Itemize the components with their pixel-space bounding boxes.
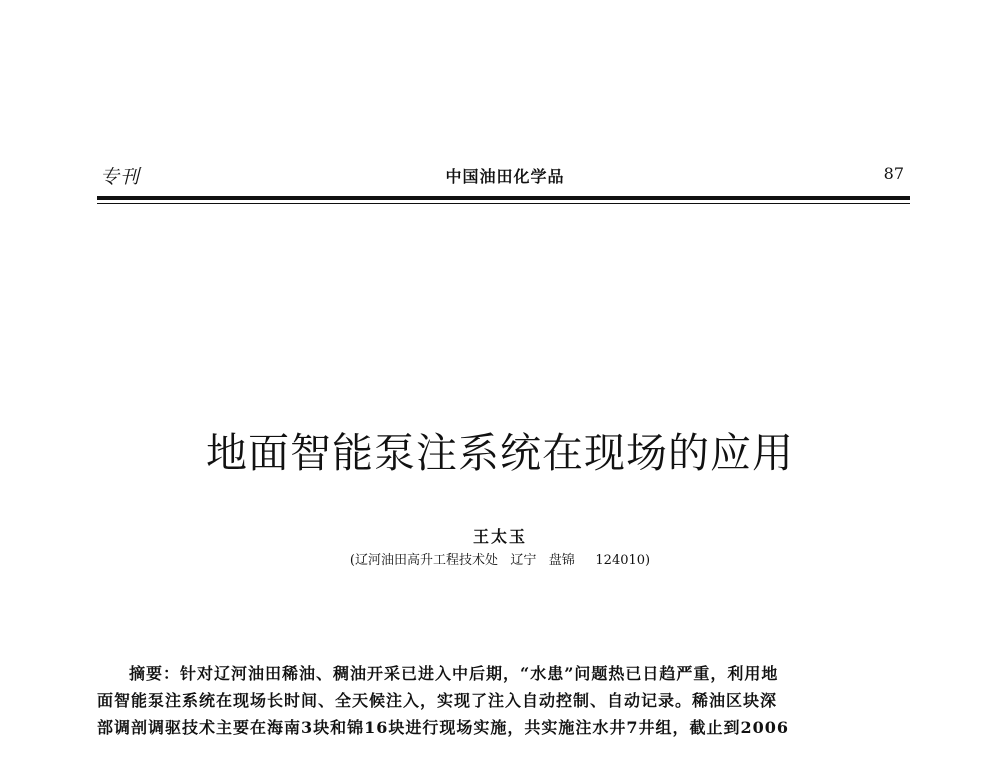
article-title: 地面智能泵注系统在现场的应用 — [206, 429, 794, 477]
abstract-line: 面智能泵注系统在现场长时间、全天候注入，实现了注入自动控制、自动记录。稀油区块深 — [97, 691, 778, 710]
running-header — [100, 160, 910, 190]
page-number: 87 — [883, 164, 904, 183]
header-rule-thin — [97, 203, 910, 204]
abstract — [97, 660, 909, 741]
abstract-line: 部调剖调驱技术主要在海南3块和锦16块进行现场实施，共实施注水井7井组，截止到2006 — [97, 718, 790, 737]
journal-name: 中国油田化学品 — [445, 167, 565, 186]
abstract-line: 摘要：针对辽河油田稀油、稠油开采已进入中后期，“水患”问题热已日趋严重，利用地 — [129, 664, 779, 683]
author-name: 王太玉 — [472, 527, 527, 546]
section-label: 专刊 — [100, 166, 141, 188]
header-rule-thick — [97, 196, 910, 200]
author-affiliation: (辽河油田高升工程技术处 辽宁 盘锦 124010) — [349, 553, 651, 568]
